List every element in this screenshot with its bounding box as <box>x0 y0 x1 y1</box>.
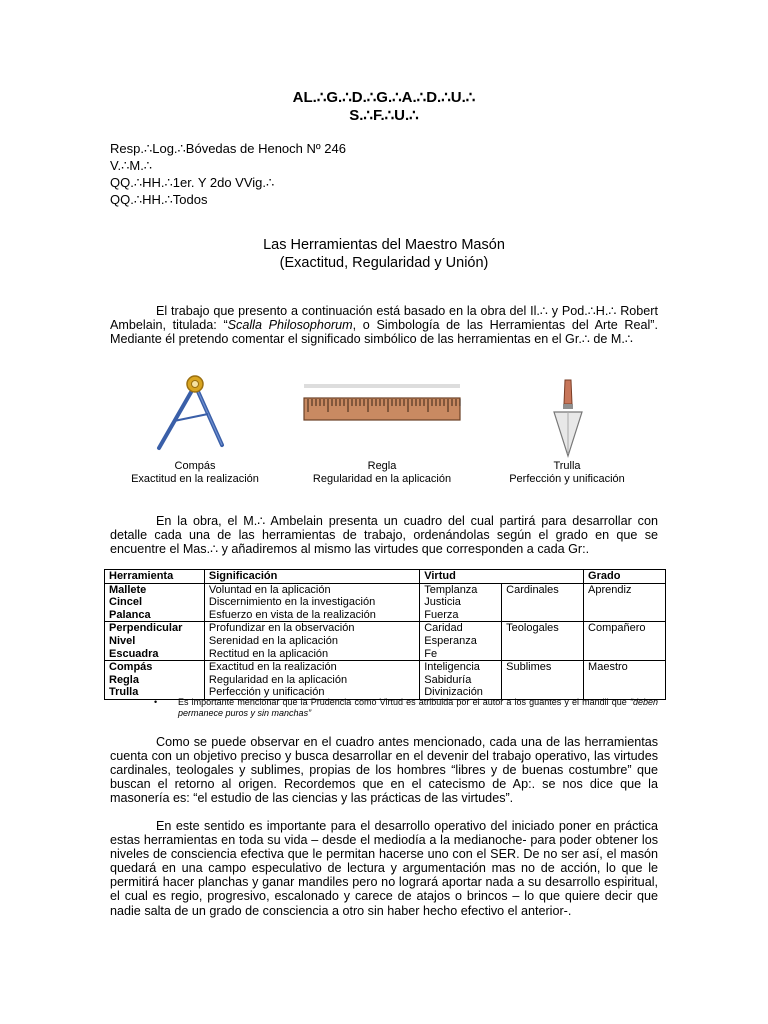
tool-cell: Nivel <box>105 635 205 648</box>
tool-meaning: Exactitud en la realización <box>131 473 259 485</box>
meaning-cell: Serenidad en la aplicación <box>204 635 419 648</box>
column-header: Virtud <box>420 570 502 584</box>
doc-title-line-1: Las Herramientas del Maestro Masón <box>263 237 505 253</box>
tool-cell: Mallete <box>105 583 205 596</box>
header-line-2: S.∴F.∴U.∴ <box>349 107 419 124</box>
meaning-cell: Rectitud en la aplicación <box>204 648 419 661</box>
table-row <box>105 661 666 674</box>
doc-title-line-2: (Exactitud, Regularidad y Unión) <box>279 255 489 271</box>
tool-cell: Regla <box>105 674 205 687</box>
column-header: Herramienta <box>105 570 205 584</box>
meaning-cell: Regularidad en la aplicación <box>204 674 419 687</box>
tool-cell: Trulla <box>105 686 205 699</box>
tool-cell: Palanca <box>105 609 205 622</box>
column-header <box>502 570 584 584</box>
meaning-cell: Voluntad en la aplicación <box>204 583 419 596</box>
virtue-cell: Esperanza <box>420 635 502 648</box>
address-block <box>110 140 346 208</box>
category-cell: Sublimes <box>502 661 584 700</box>
trowel-icon <box>550 376 586 458</box>
category-cell: Cardinales <box>502 583 584 622</box>
tool-cell: Perpendicular <box>105 622 205 635</box>
virtue-cell: Caridad <box>420 622 502 635</box>
table-header-row <box>105 570 666 584</box>
category-cell: Teologales <box>502 622 584 661</box>
meaning-cell: Discernimiento en la investigación <box>204 596 419 609</box>
tool-name: Regla <box>367 460 397 472</box>
tool-meaning: Perfección y unificación <box>509 473 625 485</box>
tool-caption-ruler <box>297 460 467 486</box>
column-header: Grado <box>584 570 666 584</box>
header-line-1: AL.∴G.∴D.∴G.∴A.∴D.∴U.∴ <box>292 89 476 106</box>
ruler-icon <box>302 382 462 424</box>
tool-name: Trulla <box>553 460 581 472</box>
tool-caption-trowel <box>482 460 652 486</box>
meaning-cell: Profundizar en la observación <box>204 622 419 635</box>
virtue-cell: Divinización <box>420 686 502 699</box>
tool-cell: Escuadra <box>105 648 205 661</box>
table-row <box>105 622 666 635</box>
paragraph-2: En la obra, el M.∴ Ambelain presenta un cuadro del cual partirá para desarrollar con detalle cada una de las herramientas de trabajo, ordenándolas según el grado en que se encuentre el Mas.∴ y añadiremos al mismo las virtudes que corresponden a cada Gr:. <box>110 514 658 557</box>
footnote: • Es importante mencionar que la Prudencia como Virtud es atribuida por el autor a los guantes y el mandil que “deben permanece puros y sin manchas” <box>154 697 658 718</box>
table-row <box>105 583 666 596</box>
column-header: Significación <box>204 570 419 584</box>
paragraph-3: Como se puede observar en el cuadro antes mencionado, cada una de las herramientas cuenta con un objetivo preciso y busca desarrollar en el devenir del trabajo operativo, las virtudes cardinales, teologales y sublimes, propias de los hombres “libres y de buenas costumbre” que buscan el retorno al origen. Recordemos que en el catecismo de Ap:. se nos dice que la masonería es: “el estudio de las ciencias y las prácticas de las virtudes”. <box>110 735 658 806</box>
book-title: Scalla Philosophorum <box>227 318 353 333</box>
virtue-cell: Fe <box>420 648 502 661</box>
footnote-quote: “deben permanece puros y sin manchas” <box>178 697 658 718</box>
compass-icon <box>150 373 230 451</box>
virtue-cell: Justicia <box>420 596 502 609</box>
virtue-cell: Inteligencia <box>420 661 502 674</box>
degree-cell: Aprendiz <box>584 583 666 622</box>
address-line: V.∴M.∴ <box>110 158 153 173</box>
tool-name: Compás <box>174 460 216 472</box>
address-line: Resp.∴Log.∴Bóvedas de Henoch Nº 246 <box>110 141 346 156</box>
degree-cell: Maestro <box>584 661 666 700</box>
tool-caption-compass <box>110 460 280 486</box>
meaning-cell: Perfección y unificación <box>204 686 419 699</box>
tool-meaning: Regularidad en la aplicación <box>312 473 452 485</box>
virtue-cell: Templanza <box>420 583 502 596</box>
virtue-cell: Sabiduría <box>420 674 502 687</box>
tool-cell: Compás <box>105 661 205 674</box>
meaning-cell: Exactitud en la realización <box>204 661 419 674</box>
degree-cell: Compañero <box>584 622 666 661</box>
paragraph-4: En este sentido es importante para el desarrollo operativo del iniciado poner en práctica estas herramientas en toda su vida – desde el mediodía a la medianoche- para poder obtener los niveles de consciencia efectiva que le permitan hacerse uno con el SER. De no ser así, el masón quedará en una campo especulativo de lectura y argumentación mas no de acción, lo que le permitirá hacer planchas y ganar mandiles pero no logrará aportar nada a su desarrollo espiritual, el cual es regio, progresivo, escalonado y carece de atajos o brincos – lo que quiere decir que nadie salta de un grado de consciencia a otro sin haber hecho efectivo el anterior-. <box>110 819 658 918</box>
address-line: QQ.∴HH.∴1er. Y 2do VVig.∴ <box>110 175 275 190</box>
address-line: QQ.∴HH.∴Todos <box>110 192 208 207</box>
tool-cell: Cincel <box>105 596 205 609</box>
tools-virtues-table <box>104 569 666 700</box>
virtue-cell: Fuerza <box>420 609 502 622</box>
intro-paragraph: El trabajo que presento a continuación está basado en la obra del Il.∴ y Pod.∴H.∴ Robert Ambelain, titulada: “Scalla Philosophorum, o Simbología de las Herramientas del Arte Real”. Mediante él pretendo comentar el significado simbólico de las herramientas en el Gr.∴ de M.∴ <box>110 304 658 347</box>
bullet-icon: • <box>154 697 158 707</box>
meaning-cell: Esfuerzo en vista de la realización <box>204 609 419 622</box>
